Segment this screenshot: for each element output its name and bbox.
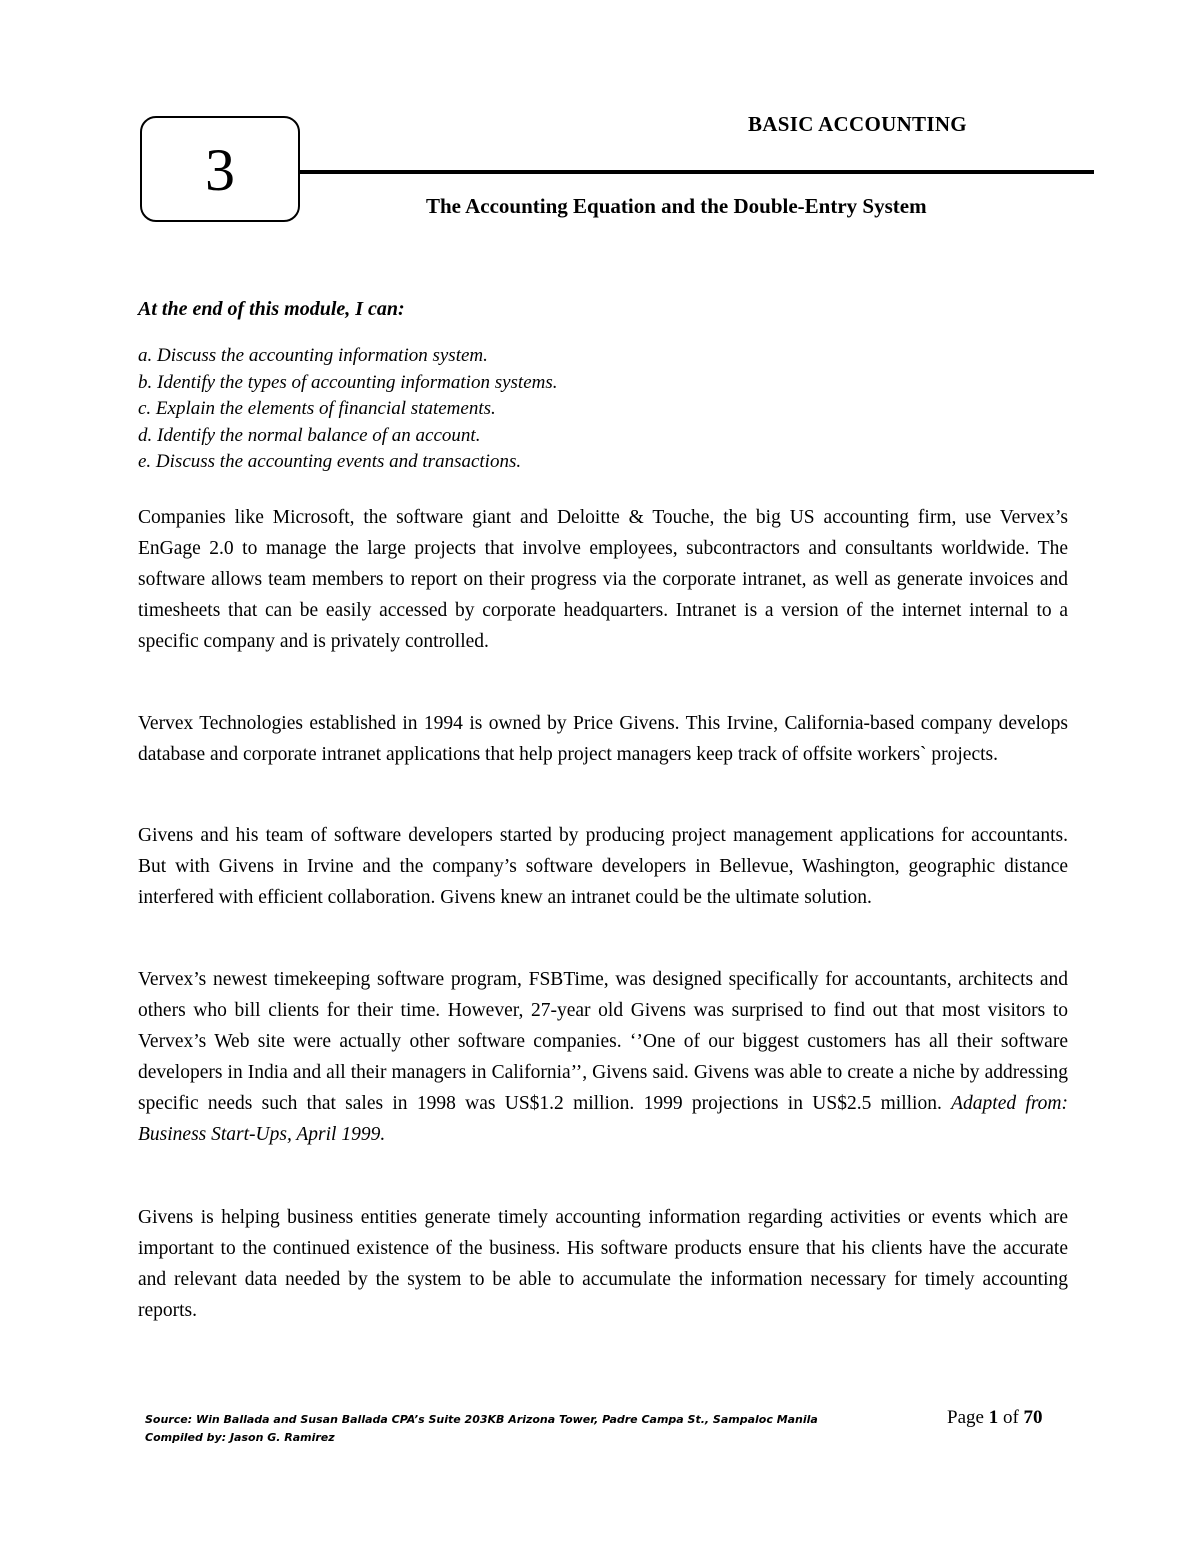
paragraph-givens-team: Givens and his team of software developers started by producing project management applications for accountants. But with Givens in Irvine and the company’s software developers in Bellevue, Washington, geographic distance interfered with efficient collaboration. Givens knew an intranet could be the ultimate solution.	[138, 825, 1068, 908]
paragraph-intro: Companies like Microsoft, the software giant and Deloitte & Touche, the big US accounting firm, use Vervex’s EnGage 2.0 to manage the large projects that involve employees, subcontractors and consultants worldwide. The software allows team members to report on their progress via the corporate intranet, as well as generate invoices and timesheets that can be easily accessed by corporate headquarters. Intranet is a version of the internet internal to a specific company and is privately controlled.	[138, 507, 1068, 652]
objective-item: c. Explain the elements of financial statements.	[138, 398, 496, 419]
objective-item: e. Discuss the accounting events and transactions.	[138, 451, 522, 472]
paragraph-fsbtime-text: Vervex’s newest timekeeping software program, FSBTime, was designed specifically for accountants, architects and others who bill clients for their time. However, 27-year old Givens was surprised to find out that most visitors to Vervex’s Web site were actually other software companies. ‘’One of our biggest customers has all their software developers in India and all their managers in California’’, Givens said. Givens was able to create a niche by addressing specific needs such that sales in 1998 was US$1.2 million. 1999 projections in US$2.5 million.	[138, 969, 1068, 1114]
compiled-by-line: Compiled by: Jason G. Ramirez	[145, 1431, 335, 1444]
paragraph-summary: Givens is helping business entities generate timely accounting information regarding activities or events which are important to the continued existence of the business. His software products ensure that his clients have the accurate and relevant data needed by the system to be able to accumulate the information necessary for timely accounting reports.	[138, 1207, 1068, 1321]
page-label: Page	[947, 1407, 984, 1428]
chapter-number-box	[140, 116, 300, 222]
objective-item: a. Discuss the accounting information system.	[138, 345, 488, 366]
objectives-heading: At the end of this module, I can:	[138, 298, 405, 320]
paragraph-vervex: Vervex Technologies established in 1994 is owned by Price Givens. This Irvine, California-based company develops database and corporate intranet applications that help project managers keep track of offsite workers` projects.	[138, 713, 1068, 765]
chapter-number: 3	[205, 137, 235, 203]
chapter-title: The Accounting Equation and the Double-Entry System	[426, 194, 927, 218]
source-line: Source: Win Ballada and Susan Ballada CPA’s Suite 203KB Arizona Tower, Padre Campa St., Sampaloc Manila	[145, 1413, 818, 1426]
objective-item: d. Identify the normal balance of an account.	[138, 424, 481, 446]
page-total: 70	[1023, 1407, 1043, 1428]
paragraph-fsbtime	[138, 964, 1068, 1150]
citation: Adapted from: Business Start-Ups, April 1999.	[138, 1093, 1069, 1145]
page-number	[947, 1407, 1043, 1429]
footer-source	[145, 1411, 818, 1447]
page-of: of	[1002, 1407, 1019, 1428]
header-rule	[300, 170, 1094, 174]
course-title: BASIC ACCOUNTING	[748, 112, 967, 136]
objectives-list	[138, 343, 558, 476]
objective-item: b. Identify the types of accounting information systems.	[138, 371, 558, 393]
page-current: 1	[988, 1407, 999, 1428]
